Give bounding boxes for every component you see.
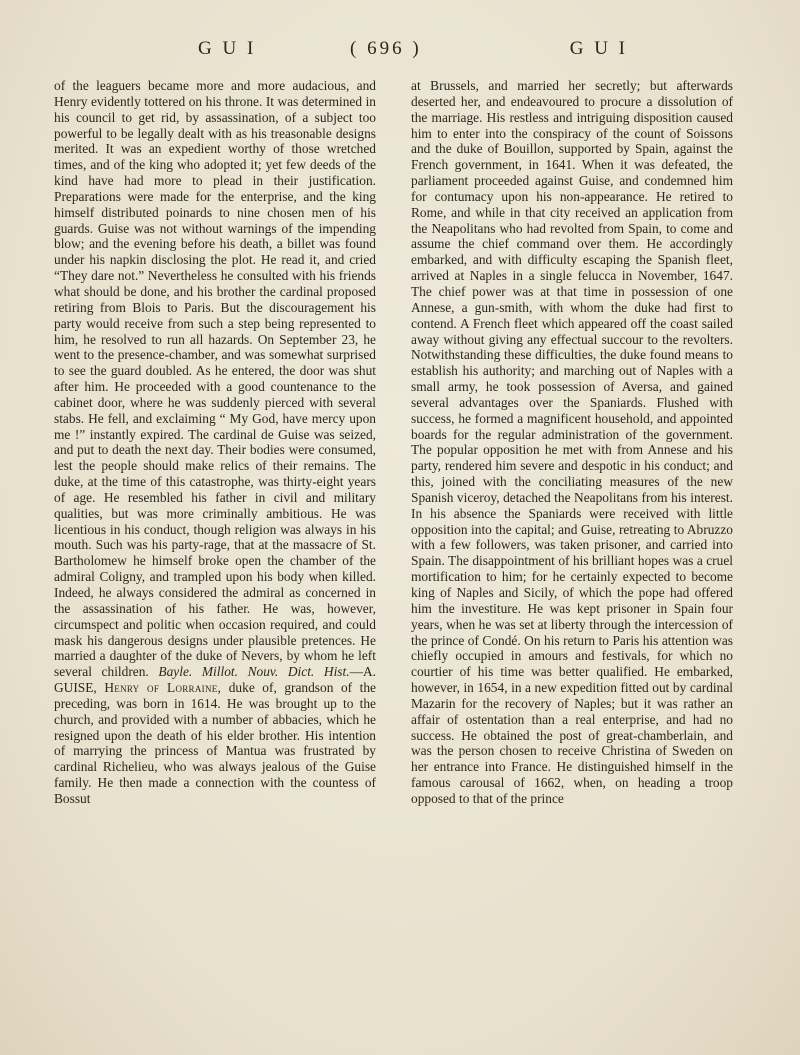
entry-house: of Lorraine, [147,680,222,696]
right-column-text: at Brussels, and married her secretly; but afterwards deserted her, and endeavoured to procure a dissolution of the marriage. His restless and intriguing disposition caused him to enter into the conspiracy of the count of Soissons and the duke of Bouillon, supported by Spain, against the French government, in 1641. When it was defeated, the parliament proceeded against Guise, and condemned him for contumacy upon his non-appearance. He retired to Rome, and while in that city received an application from the Neapolitans who had revolted from Spain, to come and assume the chief command over them. He accordingly embarked, and with difficulty escaping the Spanish fleet, arrived at Naples in a single felucca in November, 1647. The chief power was at that time in possession of one Annese, a gun-smith, with whom the duke had first to contend. A French fleet which appeared off the coast sailed away without giving any effectual succour to the revolters. Notwithstanding these difficulties, the duke found means to establish his authority; and marching out of Naples with a small army, he took possession of Aversa, and gained several advantages over the Spaniards. Flushed with success, he formed a magnificent household, and appointed boards for the regular administration of the government. The popular opposition he met with from Annese and his party, rendered him severe and despotic in his conduct; and this, joined with the conciliating measures of the new Spanish viceroy, detached the Neapolitans from his interest. In his absence the Spaniards were received with little opposition into the capital; and Guise, retreating to Abruzzo with a few followers, was taken prisoner, and carried into Spain. The disappointment of his brilliant hopes was a cruel mortification to him; for he certainly expected to become king of Naples and Sicily, of which the pope had offered him the investiture. He was kept prisoner in Spain four years, when he was set at liberty through the intercession of the prince of Condé. On his return to Paris his attention was chiefly occupied in amours and festivals, for which no courtier of his time was better qualified. He embarked, however, in 1654, in a new expedition fitted out by cardinal Mazarin for the recovery of Naples; but it was rather an affair of ostentation than a real enterprise, and had no success. He obtained the post of great-chamberlain, and was the person chosen to receive Christina of Sweden on her entrance into France. He distinguished himself in the famous carousal of 1662, when, on heading a troop opposed to that of the prince [411,78,733,806]
source-citation: Bayle. Millot. Nouv. Dict. Hist. [158,664,350,680]
entry-text-guise-henry-1 [54,78,376,807]
running-head-left: G U I [198,38,257,59]
right-column [411,78,733,807]
left-column [54,78,376,807]
source-suffix: —A. [349,664,376,680]
entry-name: Henry [104,680,140,696]
entry-headword: GUISE, [54,680,97,696]
running-head-right: G U I [569,38,628,59]
page-number: ( 696 ) [350,38,422,59]
paragraph-body: of the leaguers became more and more audacious, and Henry evidently tottered on his throne. It was determined in his council to get rid, by assassination, of a subject too powerful to be legally dealt with as his treasonable designs merited. It was an expedient worthy of those wretched times, and of the king who adopted it; yet few deeds of the kind have had more to plead in their justification. Preparations were made for the enterprise, and the king himself distributed poinards to nine chosen men of his guards. Guise was not without warnings of the impending blow; and the evening before his death, a billet was found under his napkin disclosing the plot. He read it, and cried “They dare not.” Nevertheless he consulted with his friends what should be done, and his brother the cardinal proposed retiring from Blois to Paris. But the discouragement his party would receive from such a step being represented to him, he resolved to run all hazards. On September 23, he went to the presence-chamber, and was somewhat surprised to see the guard doubled. As he entered, the door was shut after him. He proceeded with a good countenance to the cabinet door, where he was suddenly pierced with several stabs. He fell, and exclaiming “ My God, have mercy upon me !” instantly expired. The cardinal de Guise was seized, and put to death the next day. Their bodies were consumed, lest the people should make relics of their remains. The duke, at the time of this catastrophe, was thirty-eight years of age. He resembled his father in civil and military qualities, but was more criminally ambitious. He was licentious in his conduct, though religion was always in his mouth. Such was his party-rage, that at the massacre of St. Bartholomew he himself broke open the chamber of the admiral Coligny, and trampled upon his body when killed. Indeed, he always considered the admiral as concerned in the assassination of his father. He was, however, circumspect and politic when occasion required, and could mask his dangerous designs under plausible pretences. He married a daughter of the duke of Nevers, by whom he left several children. [54,78,376,680]
entry-text-guise-henry-2: duke of, grandson of the preceding, was born in 1614. He was brought up to the church, and provided with a number of abbacies, which he resigned upon the death of his elder brother. His intention of marrying the princess of Mantua was frustrated by cardinal Richelieu, who was always jealous of the Guise family. He then made a connection with the countess of Bossut [54,680,376,806]
running-head [198,38,628,64]
